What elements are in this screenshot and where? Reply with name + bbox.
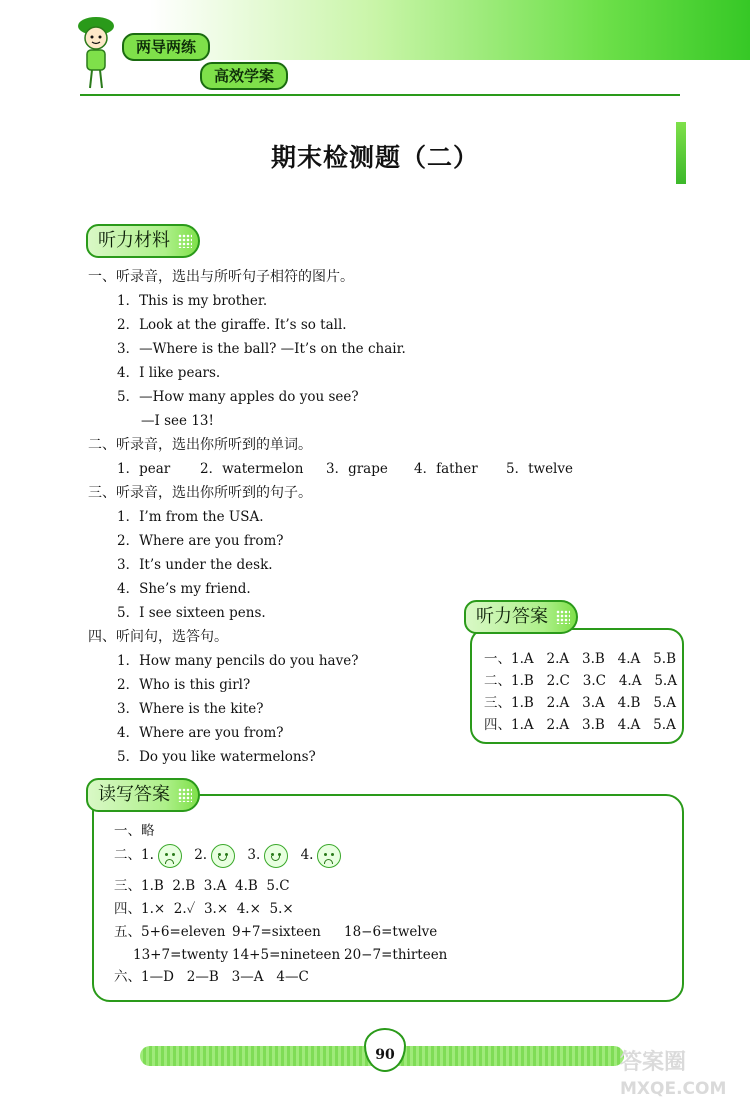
answer-label: 2. bbox=[194, 847, 208, 863]
answer-row: 一、1.A 2.A 3.B 4.A 5.B bbox=[484, 651, 676, 667]
watermark bbox=[620, 1050, 726, 1102]
page-title: 期末检测题（二） bbox=[270, 143, 479, 172]
reading-writing-answers-label: 读写答案 bbox=[98, 784, 170, 805]
answer-line: 六、1—D 2—B 3—A 4—C bbox=[114, 969, 309, 985]
sad-face-icon bbox=[317, 844, 341, 868]
word-item: 5．twelve bbox=[506, 461, 573, 477]
list-item: 2．Who is this girl? bbox=[117, 677, 251, 693]
answer-line: 9+7=sixteen bbox=[232, 924, 321, 940]
list-item: 5．Do you like watermelons? bbox=[117, 749, 316, 765]
brand-label-primary: 两导两练 bbox=[122, 33, 210, 61]
answer-row: 四、1.A 2.A 3.B 4.A 5.A bbox=[484, 717, 676, 733]
happy-face-icon bbox=[211, 844, 235, 868]
answer-line: 三、1.B 2.B 3.A 4.B 5.C bbox=[114, 878, 290, 894]
answer-line: 一、略 bbox=[114, 823, 155, 839]
faces-answer-line bbox=[114, 843, 341, 868]
word-item: 1．pear bbox=[117, 461, 171, 477]
watermark-url: MXQE.COM bbox=[620, 1079, 727, 1099]
list-item: 2．Look at the giraffe. It’s so tall. bbox=[117, 317, 347, 333]
list-item: 2．Where are you from? bbox=[117, 533, 284, 549]
list-item: 4．She’s my friend. bbox=[117, 581, 251, 597]
list-item: 1．This is my brother. bbox=[117, 293, 268, 309]
word-item: 2．watermelon bbox=[200, 461, 304, 477]
listening-material-label: 听力材料 bbox=[98, 230, 170, 251]
listening-answers-label: 听力答案 bbox=[476, 606, 548, 627]
answer-line: 五、5+6=eleven bbox=[114, 924, 226, 940]
list-item: 4．I like pears. bbox=[117, 365, 221, 381]
section-heading: 四、听问句，选答句。 bbox=[88, 629, 228, 645]
list-item: 3．It’s under the desk. bbox=[117, 557, 273, 573]
list-item: 5．I see sixteen pens. bbox=[117, 605, 266, 621]
list-item: 3．Where is the kite? bbox=[117, 701, 264, 717]
answer-label: 3. bbox=[247, 847, 261, 863]
reading-writing-answers-tag bbox=[86, 778, 200, 812]
answer-line-prefix: 二、1. bbox=[114, 847, 154, 863]
happy-face-icon bbox=[264, 844, 288, 868]
list-item: 1．I’m from the USA. bbox=[117, 509, 264, 525]
answer-line: 20−7=thirteen bbox=[344, 947, 448, 963]
answer-line: 14+5=nineteen bbox=[232, 947, 341, 963]
answer-label: 4. bbox=[300, 847, 314, 863]
section-heading: 二、听录音，选出你所听到的单词。 bbox=[88, 437, 312, 453]
list-item: —I see 13! bbox=[141, 413, 214, 429]
dots-decoration-icon bbox=[556, 610, 570, 624]
listening-answers-tag bbox=[464, 600, 578, 634]
dots-decoration-icon bbox=[178, 788, 192, 802]
cartoon-mascot-icon bbox=[72, 14, 122, 92]
list-item: 3．—Where is the ball? —It’s on the chair. bbox=[117, 341, 406, 357]
section-heading: 一、听录音，选出与所听句子相符的图片。 bbox=[88, 269, 354, 285]
listening-material-tag bbox=[86, 224, 200, 258]
answer-row: 三、1.B 2.A 3.A 4.B 5.A bbox=[484, 695, 676, 711]
list-item: 4．Where are you from? bbox=[117, 725, 284, 741]
section-heading: 三、听录音，选出你所听到的句子。 bbox=[88, 485, 312, 501]
word-item: 3．grape bbox=[326, 461, 388, 477]
answer-line: 18−6=twelve bbox=[344, 924, 438, 940]
answer-line: 四、1.× 2.✓ 3.× 4.× 5.× bbox=[114, 901, 294, 917]
answer-line: 13+7=twenty bbox=[133, 947, 229, 963]
sad-face-icon bbox=[158, 844, 182, 868]
watermark-title: 答案圈 bbox=[620, 1050, 687, 1075]
list-item: 1．How many pencils do you have? bbox=[117, 653, 359, 669]
answer-row: 二、1.B 2.C 3.C 4.A 5.A bbox=[484, 673, 677, 689]
brand-label-secondary: 高效学案 bbox=[200, 62, 288, 90]
word-item: 4．father bbox=[414, 461, 478, 477]
dots-decoration-icon bbox=[178, 234, 192, 248]
list-item: 5．—How many apples do you see? bbox=[117, 389, 359, 405]
header-divider bbox=[80, 94, 680, 96]
page-number: 90 bbox=[364, 1028, 406, 1072]
